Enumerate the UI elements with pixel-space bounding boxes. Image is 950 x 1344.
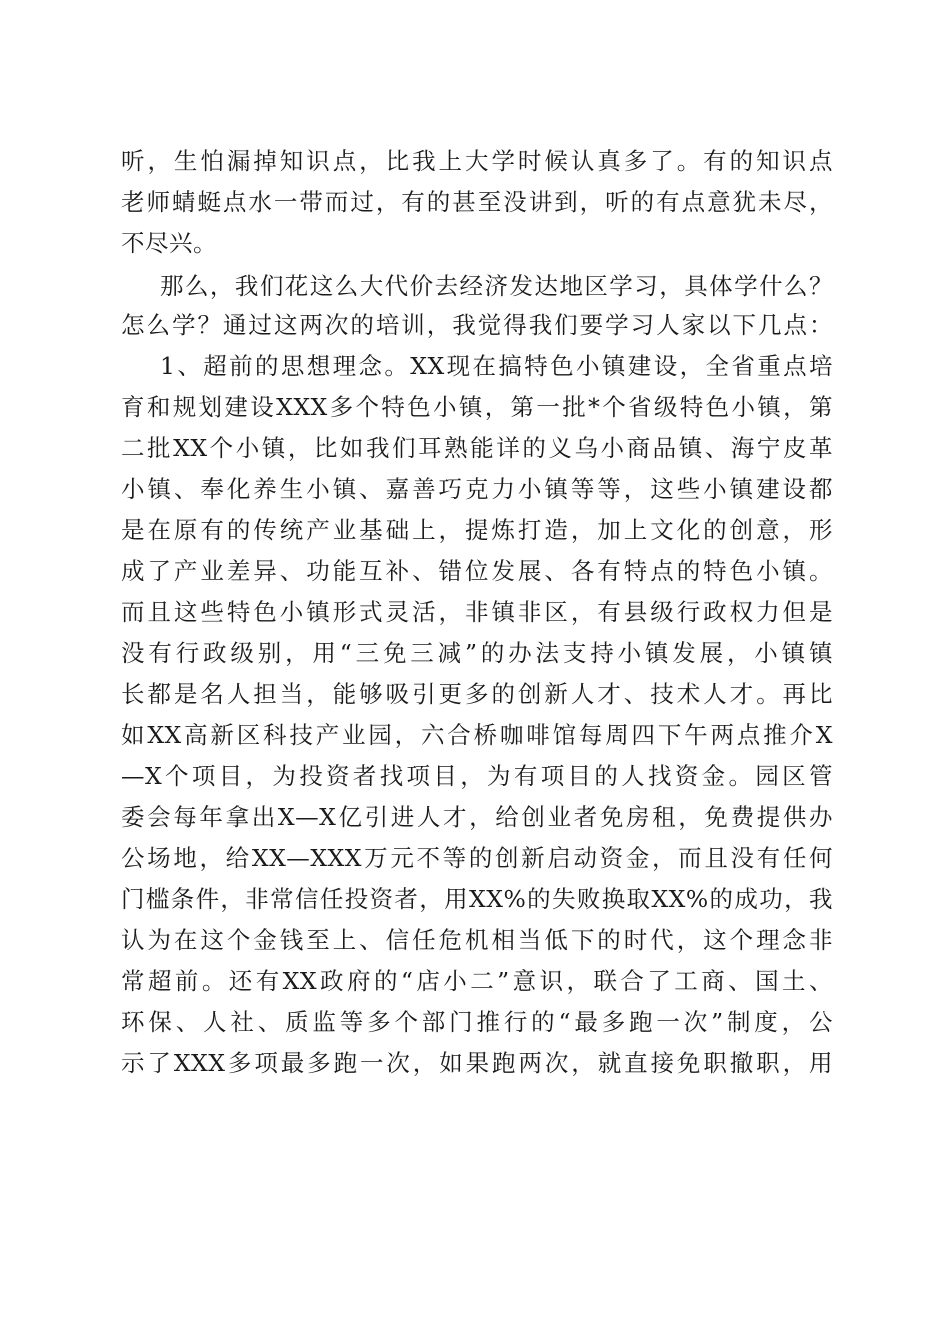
text-line-22: 环保、人社、质监等多个部门推行的“最多跑一次”制度，公	[121, 1008, 833, 1036]
text-line-9: 小镇、奉化养生小镇、嘉善巧克力小镇等等，这些小镇建设都	[121, 475, 833, 503]
text-line-15: 如XX高新区科技产业园，六合桥咖啡馆每周四下午两点推介X	[121, 721, 833, 749]
text-line-23: 示了XXX多项最多跑一次，如果跑两次，就直接免职撤职，用	[121, 1049, 833, 1077]
text-line-16: —X个项目，为投资者找项目，为有项目的人找资金。园区管	[121, 762, 833, 790]
text-line-21: 常超前。还有XX政府的“店小二”意识，联合了工商、国土、	[121, 967, 833, 995]
text-line-2: 老师蜻蜓点水一带而过，有的甚至没讲到，听的有点意犹未尽，	[121, 188, 833, 216]
text-line-12: 而且这些特色小镇形式灵活，非镇非区，有县级行政权力但是	[121, 598, 833, 626]
text-line-18: 公场地，给XX—XXX万元不等的创新启动资金，而且没有任何	[121, 844, 833, 872]
text-line-6: 1、超前的思想理念。XX现在搞特色小镇建设，全省重点培	[160, 352, 833, 380]
text-line-17: 委会每年拿出X—X亿引进人才，给创业者免房租，免费提供办	[121, 803, 833, 831]
text-line-1: 听，生怕漏掉知识点，比我上大学时候认真多了。有的知识点	[121, 147, 833, 175]
text-line-5: 怎么学？通过这两次的培训，我觉得我们要学习人家以下几点：	[121, 311, 833, 339]
text-line-20: 认为在这个金钱至上、信任危机相当低下的时代，这个理念非	[121, 926, 833, 954]
text-line-14: 长都是名人担当，能够吸引更多的创新人才、技术人才。再比	[121, 680, 833, 708]
text-line-19: 门槛条件，非常信任投资者，用XX%的失败换取XX%的成功，我	[121, 885, 833, 913]
text-line-13: 没有行政级别，用“三免三减”的办法支持小镇发展，小镇镇	[121, 639, 833, 667]
text-line-7: 育和规划建设XXX多个特色小镇，第一批*个省级特色小镇，第	[121, 393, 833, 421]
text-line-4: 那么，我们花这么大代价去经济发达地区学习，具体学什么？	[160, 272, 833, 300]
text-line-11: 成了产业差异、功能互补、错位发展、各有特点的特色小镇。	[121, 557, 833, 585]
text-line-3: 不尽兴。	[121, 229, 217, 257]
text-line-10: 是在原有的传统产业基础上，提炼打造，加上文化的创意，形	[121, 516, 833, 544]
text-line-8: 二批XX个小镇，比如我们耳熟能详的义乌小商品镇、海宁皮革	[121, 434, 833, 462]
